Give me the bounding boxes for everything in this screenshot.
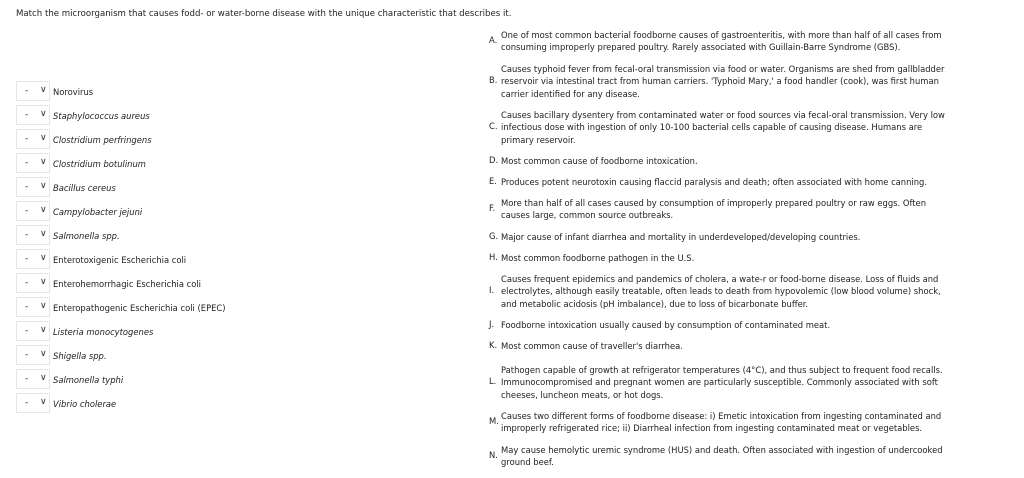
match-row [16, 249, 316, 273]
answer-select[interactable] [16, 321, 50, 341]
chevron-down-icon: ∨ [40, 349, 47, 359]
option-letter: N. [489, 450, 498, 460]
match-row [16, 321, 316, 345]
option-text: Causes two different forms of foodborne disease: i) Emetic intoxication from ingesting contaminated and improperly refrigerated rice; ii) Diarrheal infection from ingesting contaminated meat or vegetables. [501, 411, 942, 434]
option-letter: B. [489, 75, 498, 85]
item-label: Enteropathogenic Escherichia coli (EPEC) [53, 303, 226, 313]
chevron-down-icon: ∨ [40, 181, 47, 191]
option-text: Foodborne intoxication usually caused by consumption of contaminated meat. [501, 320, 831, 330]
answer-select[interactable] [16, 177, 50, 197]
option-text: May cause hemolytic uremic syndrome (HUS) and death. Often associated with ingestion of undercooked ground beef. [501, 445, 943, 468]
answer-select[interactable] [16, 249, 50, 269]
chevron-down-icon: ∨ [40, 325, 47, 335]
match-row [16, 129, 316, 153]
chevron-down-icon: ∨ [40, 109, 47, 119]
answer-select[interactable] [16, 393, 50, 413]
match-row [16, 225, 316, 249]
answer-select[interactable] [16, 345, 50, 365]
answer-select[interactable] [16, 105, 50, 125]
item-label: Vibrio cholerae [53, 399, 117, 409]
chevron-down-icon: ∨ [40, 277, 47, 287]
option-text: Major cause of infant diarrhea and mortality in underdeveloped/developing countries. [501, 232, 861, 242]
option-text: Produces potent neurotoxin causing flaccid paralysis and death; often associated with home canning. [501, 177, 928, 187]
placeholder-dash: - [25, 230, 29, 240]
placeholder-dash: - [25, 134, 29, 144]
match-row [16, 369, 316, 393]
match-row [16, 201, 316, 225]
match-row [16, 105, 316, 129]
placeholder-dash: - [25, 302, 29, 312]
option-text: Most common cause of traveller's diarrhea. [501, 341, 683, 351]
chevron-down-icon: ∨ [40, 253, 47, 263]
match-row [16, 345, 316, 369]
option-text: Causes bacillary dysentery from contaminated water or food sources via fecal-oral transmission. Very low infectious dose with ingestion of only 10-100 bacterial cells capable of causing disease. Humans are primary reservoir. [501, 110, 945, 145]
placeholder-dash: - [25, 206, 29, 216]
match-row [16, 177, 316, 201]
match-row [16, 297, 316, 321]
option-letter: H. [489, 252, 498, 262]
option-text: Most common cause of foodborne intoxication. [501, 156, 698, 166]
item-label: Salmonella spp. [53, 231, 120, 241]
answer-select[interactable] [16, 201, 50, 221]
option-letter: J. [489, 319, 495, 329]
answer-select[interactable] [16, 225, 50, 245]
match-row [16, 273, 316, 297]
option-letter: D. [489, 155, 499, 165]
placeholder-dash: - [25, 158, 29, 168]
placeholder-dash: - [25, 350, 29, 360]
chevron-down-icon: ∨ [40, 85, 47, 95]
item-label: Clostridium botulinum [53, 159, 146, 169]
item-label: Staphylococcus aureus [53, 111, 150, 121]
item-label: Shigella spp. [53, 351, 107, 361]
item-label: Campylobacter jejuni [53, 207, 143, 217]
answer-select[interactable] [16, 153, 50, 173]
option-text: More than half of all cases caused by consumption of improperly prepared poultry or raw eggs. Often causes large, common source outbreaks. [501, 198, 927, 221]
match-items-list [16, 81, 316, 417]
option-text: Causes frequent epidemics and pandemics of cholera, a wate-r or food-borne disease. Loss of fluids and electrolytes, although easily treatable, often leads to death from hypovolemic (low blood volume) shock, and metabolic acidosis (pH imbalance), due to loss of bicarbonate buffer. [501, 274, 941, 309]
item-label: Bacillus cereus [53, 183, 116, 193]
answer-select[interactable] [16, 369, 50, 389]
match-row [16, 153, 316, 177]
placeholder-dash: - [25, 374, 29, 384]
option-letter: A. [489, 35, 498, 45]
placeholder-dash: - [25, 182, 29, 192]
answer-select[interactable] [16, 273, 50, 293]
match-row [16, 81, 316, 105]
chevron-down-icon: ∨ [40, 157, 47, 167]
chevron-down-icon: ∨ [40, 373, 47, 383]
chevron-down-icon: ∨ [40, 301, 47, 311]
chevron-down-icon: ∨ [40, 133, 47, 143]
instruction-text: Match the microorganism that causes fodd- or water-borne disease with the unique characteristic that describes it. [16, 9, 512, 19]
option-letter: L. [489, 376, 497, 386]
chevron-down-icon: ∨ [40, 205, 47, 215]
option-text: Most common foodborne pathogen in the U.S. [501, 253, 695, 263]
option-letter: G. [489, 231, 499, 241]
placeholder-dash: - [25, 398, 29, 408]
option-letter: F. [489, 203, 496, 213]
placeholder-dash: - [25, 326, 29, 336]
chevron-down-icon: ∨ [40, 229, 47, 239]
option-letter: E. [489, 176, 497, 186]
option-letter: I. [489, 285, 495, 295]
item-label: Clostridium perfringens [53, 135, 152, 145]
option-text: Causes typhoid fever from fecal-oral transmission via food or water. Organisms are shed from gallbladder reservoir via intestinal tract from human carriers. 'Typhoid Mary,' a food handler (cook), was first human carrier identified for any disease. [501, 64, 945, 99]
option-letter: K. [489, 340, 498, 350]
item-label: Enterohemorrhagic Escherichia coli [53, 279, 202, 289]
match-row [16, 393, 316, 417]
chevron-down-icon: ∨ [40, 397, 47, 407]
answer-select[interactable] [16, 129, 50, 149]
option-letter: M. [489, 416, 499, 426]
placeholder-dash: - [25, 278, 29, 288]
answer-select[interactable] [16, 297, 50, 317]
answer-select[interactable] [16, 81, 50, 101]
placeholder-dash: - [25, 86, 29, 96]
placeholder-dash: - [25, 110, 29, 120]
option-text: Pathogen capable of growth at refrigerator temperatures (4°C), and thus subject to frequent food recalls. Immunocompromised and pregnant women are particularly susceptible. Commonly associated with soft cheeses, luncheon meats, or hot dogs. [501, 365, 943, 400]
option-letter: C. [489, 121, 498, 131]
option-text: One of most common bacterial foodborne causes of gastroenteritis, with more than half of all cases from consuming improperly prepared poultry. Rarely associated with Guillain-Barre Syndrome (GBS). [501, 30, 942, 53]
item-label: Enterotoxigenic Escherichia coli [53, 255, 187, 265]
item-label: Salmonella typhi [53, 375, 124, 385]
item-label: Listeria monocytogenes [53, 327, 154, 337]
item-label: Norovirus [53, 87, 94, 97]
placeholder-dash: - [25, 254, 29, 264]
